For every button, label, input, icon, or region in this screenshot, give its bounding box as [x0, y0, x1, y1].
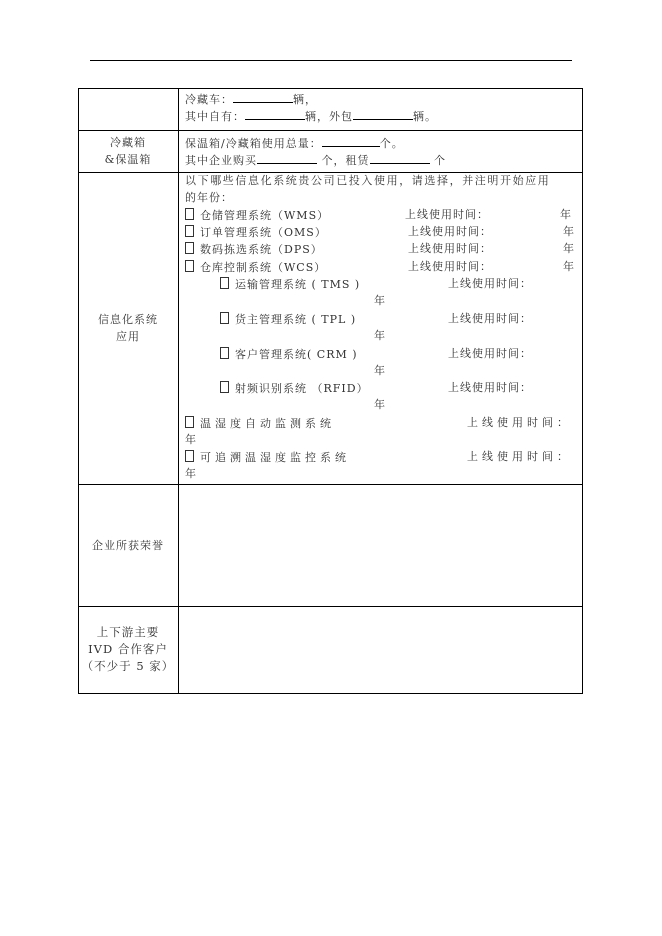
system-option [220, 381, 369, 396]
intro-text: 的年份： [185, 191, 233, 204]
checkbox[interactable] [185, 225, 194, 237]
label: （不少于 5 家） [81, 659, 175, 673]
label: 可追溯温湿度监控系统 [200, 451, 350, 464]
label: &保温箱 [104, 153, 152, 166]
purchased-field[interactable] [257, 151, 317, 164]
table-border [78, 88, 583, 89]
online-time-label [408, 260, 492, 274]
label: 上下游主要 [96, 625, 160, 639]
checkbox[interactable] [185, 416, 194, 428]
label: 年 [374, 364, 386, 377]
label: 温湿度自动监测系统 [200, 417, 335, 430]
year-label [563, 242, 575, 256]
outsourced-count-field[interactable] [353, 107, 413, 120]
label: 年 [563, 225, 575, 238]
system-option [220, 347, 358, 362]
online-time-label [448, 312, 532, 326]
label: 年 [374, 329, 386, 342]
system-option [185, 260, 326, 275]
label: 辆。 [413, 110, 437, 123]
year-label [374, 294, 386, 308]
label: 上线使用时间： [448, 347, 532, 360]
label: 年 [374, 398, 386, 411]
label: 运输管理系统 ( TMS ) [235, 278, 361, 291]
label: 货主管理系统 ( TPL ) [235, 313, 357, 326]
label: 年 [185, 433, 197, 446]
label: 其中企业购买 [185, 154, 257, 167]
year-label [560, 208, 572, 222]
system-option [185, 242, 323, 257]
label: 个。 [379, 137, 404, 150]
year-label [563, 225, 575, 239]
label: 年 [374, 294, 386, 307]
label: 辆，外包 [305, 110, 353, 123]
online-time-label [405, 208, 489, 222]
checkbox[interactable] [185, 260, 194, 272]
label: 仓库控制系统（WCS） [200, 261, 327, 274]
label: 客户管理系统( CRM ) [235, 348, 358, 361]
checkbox[interactable] [220, 312, 229, 324]
owned-count-field[interactable] [245, 107, 305, 120]
checkbox[interactable] [185, 208, 194, 220]
row-label: 企业所获荣誉 [92, 539, 164, 552]
system-option [185, 208, 329, 223]
system-option [185, 416, 335, 431]
label: 上线使用时间： [467, 450, 572, 463]
year-label [374, 329, 386, 343]
owned-outsourced-line [185, 107, 437, 124]
table-border [78, 130, 583, 131]
year-label [374, 398, 386, 412]
year-label [185, 433, 197, 447]
checkbox[interactable] [220, 277, 229, 289]
system-option [220, 277, 360, 292]
label: 上线使用时间： [467, 416, 572, 429]
year-label [563, 260, 575, 274]
online-time-label [448, 347, 532, 361]
label: 上线使用时间： [448, 312, 532, 325]
label: IVD 合作客户 [88, 642, 168, 656]
checkbox[interactable] [185, 242, 194, 254]
label: 射频识别系统 （RFID） [235, 382, 369, 395]
table-border [78, 693, 583, 694]
table-border [78, 88, 79, 694]
label: 上线使用时间： [448, 277, 532, 290]
intro-text: 以下哪些信息化系统贵公司已投入使用，请选择，并注明开始应用 [185, 174, 551, 187]
label: 应用 [116, 330, 140, 343]
label: 冷藏箱 [110, 136, 146, 149]
label: 保温箱/冷藏箱使用总量： [185, 137, 322, 150]
row-label [78, 624, 178, 675]
truck-count-field[interactable] [233, 90, 293, 103]
online-time-label [408, 242, 492, 256]
year-label [185, 467, 197, 481]
checkbox[interactable] [185, 450, 194, 462]
label: 年 [563, 242, 575, 255]
label: 上线使用时间： [405, 208, 489, 221]
online-time-label [467, 416, 572, 430]
online-time-label [408, 225, 492, 239]
label: 个 [434, 154, 446, 167]
table-border [78, 172, 583, 173]
box-total-field[interactable] [322, 134, 380, 147]
partners-field[interactable] [179, 607, 582, 693]
label: 上线使用时间： [448, 381, 532, 394]
label: 年 [563, 260, 575, 273]
label: 个，租赁 [321, 154, 370, 167]
honors-field[interactable] [179, 485, 582, 606]
label: 其中自有： [185, 110, 245, 123]
header-rule [90, 60, 572, 61]
label: 上线使用时间： [408, 260, 492, 273]
table-border [582, 88, 583, 694]
system-option [185, 225, 327, 240]
online-time-label [448, 381, 532, 395]
leased-field[interactable] [370, 151, 430, 164]
label: 辆， [293, 93, 317, 106]
label: 年 [185, 467, 197, 480]
box-purchase-line [185, 151, 446, 168]
label: 信息化系统 [98, 313, 158, 326]
label: 上线使用时间： [408, 225, 492, 238]
label: 订单管理系统（OMS） [200, 226, 327, 239]
box-total-line [185, 134, 404, 151]
online-time-label [448, 277, 532, 291]
online-time-label [467, 450, 572, 464]
label: 冷藏车： [185, 93, 233, 106]
checkbox[interactable] [220, 381, 229, 393]
system-option [185, 450, 350, 465]
label: 年 [560, 208, 572, 221]
row-label [78, 134, 178, 168]
year-label [374, 364, 386, 378]
label: 上线使用时间： [408, 242, 492, 255]
label: 数码拣选系统（DPS） [200, 243, 323, 256]
label: 仓储管理系统（WMS） [200, 209, 330, 222]
row-label [78, 311, 178, 345]
refrigerated-truck-line [185, 90, 317, 107]
checkbox[interactable] [220, 347, 229, 359]
system-option [220, 312, 356, 327]
